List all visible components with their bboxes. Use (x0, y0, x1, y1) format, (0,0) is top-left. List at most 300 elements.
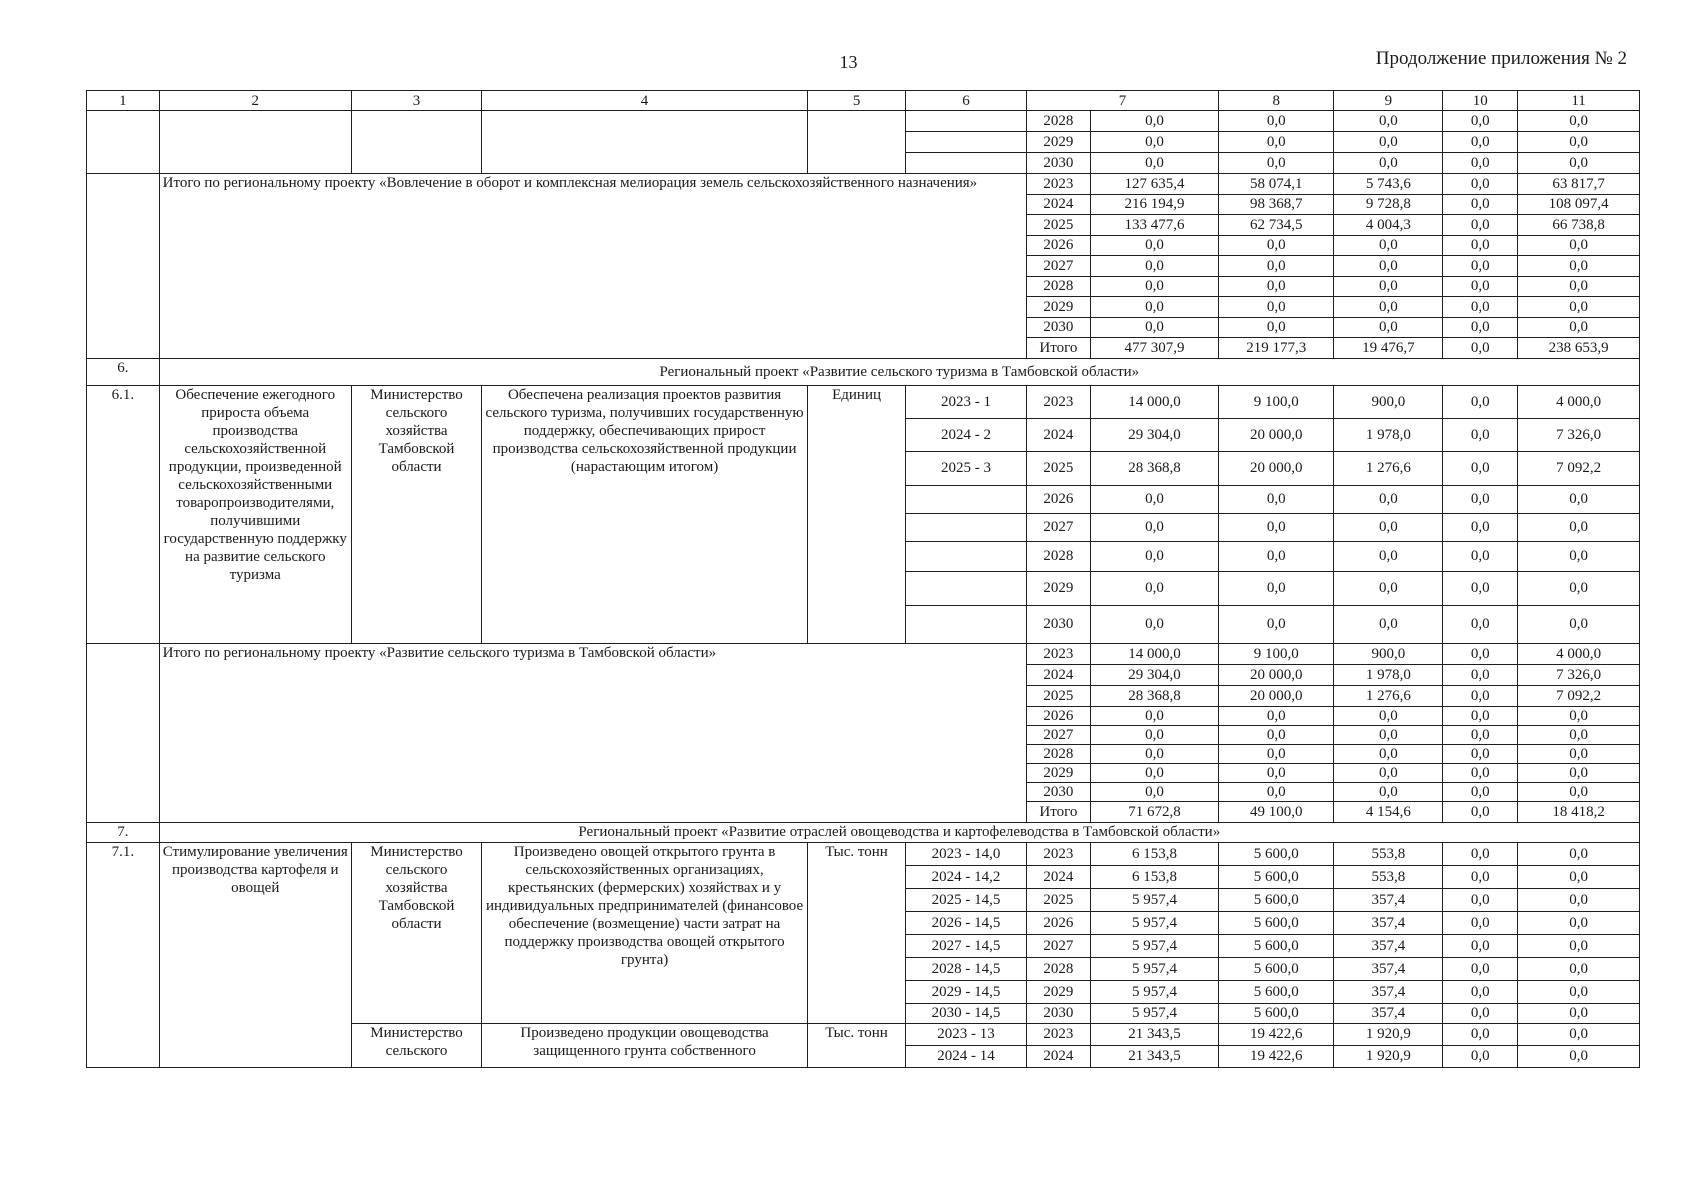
value-cell: 0,0 (1219, 541, 1334, 571)
year-cell: 2028 (1026, 276, 1090, 297)
value-cell: 357,4 (1334, 911, 1443, 934)
value-cell: 18 418,2 (1518, 801, 1640, 822)
column-header: 8 (1219, 91, 1334, 111)
year-cell: 2024 (1026, 418, 1090, 451)
value-cell: 0,0 (1518, 256, 1640, 277)
year-cell: 2028 (1026, 111, 1090, 132)
value-cell: 0,0 (1443, 541, 1518, 571)
value-cell: 28 368,8 (1090, 685, 1218, 706)
section-row (87, 822, 1640, 842)
value-cell: 58 074,1 (1219, 174, 1334, 195)
value-cell: 0,0 (1443, 235, 1518, 256)
value-cell: 5 957,4 (1090, 1003, 1218, 1023)
year-cell: 2030 (1026, 153, 1090, 174)
year-cell: 2023 (1026, 385, 1090, 418)
value-cell: 0,0 (1443, 957, 1518, 980)
column-header: 4 (482, 91, 808, 111)
column-header: 11 (1518, 91, 1640, 111)
value-cell: 0,0 (1219, 571, 1334, 605)
value-cell: 357,4 (1334, 980, 1443, 1003)
value-cell: 0,0 (1443, 1003, 1518, 1023)
value-cell: 0,0 (1518, 541, 1640, 571)
value-cell: 0,0 (1518, 842, 1640, 865)
indicator-cell: 2030 - 14,5 (906, 1003, 1027, 1023)
value-cell: 0,0 (1219, 111, 1334, 132)
item-name: Стимулирование увеличения производства картофеля и овощей (159, 842, 351, 1067)
value-cell: 0,0 (1443, 842, 1518, 865)
empty-cell (87, 174, 160, 359)
year-cell: 2027 (1026, 513, 1090, 541)
value-cell: 0,0 (1219, 153, 1334, 174)
value-cell: 0,0 (1090, 706, 1218, 725)
year-cell: 2023 (1026, 174, 1090, 195)
value-cell: 238 653,9 (1518, 338, 1640, 359)
value-cell: 9 100,0 (1219, 643, 1334, 664)
value-cell: 108 097,4 (1518, 194, 1640, 215)
value-cell: 7 092,2 (1518, 685, 1640, 706)
item-name: Обеспечение ежегодного прироста объема производства сельскохозяйственной продукции, произведенной сельскохозяйственными товаропроизводителями, получившими государственную поддержку на развитие сельского туризма (159, 385, 351, 643)
value-cell: 0,0 (1518, 725, 1640, 744)
value-cell: 0,0 (1518, 571, 1640, 605)
value-cell: 71 672,8 (1090, 801, 1218, 822)
indicator-cell: 2024 - 14,2 (906, 865, 1027, 888)
value-cell: 5 957,4 (1090, 888, 1218, 911)
value-cell: 477 307,9 (1090, 338, 1218, 359)
value-cell: 0,0 (1443, 485, 1518, 513)
value-cell: 0,0 (1219, 763, 1334, 782)
year-cell: Итого (1026, 801, 1090, 822)
value-cell: 5 600,0 (1219, 980, 1334, 1003)
value-cell: 0,0 (1090, 297, 1218, 318)
column-header: 1 (87, 91, 160, 111)
value-cell: 6 153,8 (1090, 842, 1218, 865)
value-cell: 357,4 (1334, 888, 1443, 911)
value-cell: 0,0 (1219, 256, 1334, 277)
table-row (87, 842, 1640, 865)
year-cell: 2026 (1026, 485, 1090, 513)
value-cell: 5 743,6 (1334, 174, 1443, 195)
year-cell: 2024 (1026, 865, 1090, 888)
value-cell: 127 635,4 (1090, 174, 1218, 195)
value-cell: 0,0 (1334, 763, 1443, 782)
value-cell: 0,0 (1518, 957, 1640, 980)
section-title: Региональный проект «Развитие отраслей овощеводства и картофелеводства в Тамбовской области» (159, 822, 1639, 842)
unit-cell: Тыс. тонн (807, 842, 905, 1023)
value-cell: 0,0 (1090, 485, 1218, 513)
value-cell: 0,0 (1518, 1003, 1640, 1023)
value-cell: 0,0 (1334, 153, 1443, 174)
indicator-cell: 2027 - 14,5 (906, 934, 1027, 957)
value-cell: 0,0 (1443, 132, 1518, 153)
column-header: 3 (351, 91, 481, 111)
year-cell: 2028 (1026, 541, 1090, 571)
value-cell: 0,0 (1443, 744, 1518, 763)
value-cell: 0,0 (1443, 763, 1518, 782)
value-cell: 0,0 (1443, 888, 1518, 911)
value-cell: 0,0 (1219, 297, 1334, 318)
year-cell: Итого (1026, 338, 1090, 359)
value-cell: 0,0 (1443, 256, 1518, 277)
value-cell: 900,0 (1334, 643, 1443, 664)
indicator-cell: 2026 - 14,5 (906, 911, 1027, 934)
item-number: 7.1. (87, 842, 160, 1067)
year-cell: 2027 (1026, 934, 1090, 957)
value-cell: 6 153,8 (1090, 865, 1218, 888)
value-cell: 0,0 (1518, 763, 1640, 782)
value-cell: 5 957,4 (1090, 934, 1218, 957)
value-cell: 0,0 (1090, 276, 1218, 297)
year-cell: 2030 (1026, 317, 1090, 338)
value-cell: 0,0 (1443, 911, 1518, 934)
item-number: 6.1. (87, 385, 160, 643)
value-cell: 553,8 (1334, 842, 1443, 865)
value-cell: 0,0 (1518, 111, 1640, 132)
value-cell: 0,0 (1090, 111, 1218, 132)
value-cell: 0,0 (1443, 194, 1518, 215)
year-cell: 2025 (1026, 215, 1090, 236)
value-cell: 28 368,8 (1090, 451, 1218, 485)
value-cell: 0,0 (1219, 513, 1334, 541)
value-cell: 20 000,0 (1219, 418, 1334, 451)
value-cell: 0,0 (1518, 1045, 1640, 1067)
value-cell: 0,0 (1334, 605, 1443, 643)
value-cell: 1 276,6 (1334, 685, 1443, 706)
value-cell: 0,0 (1443, 664, 1518, 685)
empty-cell (807, 111, 905, 174)
year-cell: 2029 (1026, 980, 1090, 1003)
page-number: 13 (839, 52, 858, 72)
indicator-cell (906, 513, 1027, 541)
value-cell: 0,0 (1518, 297, 1640, 318)
value-cell: 0,0 (1334, 571, 1443, 605)
value-cell: 553,8 (1334, 865, 1443, 888)
value-cell: 0,0 (1443, 418, 1518, 451)
value-cell: 0,0 (1443, 1045, 1518, 1067)
value-cell: 0,0 (1443, 1023, 1518, 1045)
continuation-label: Продолжение приложения № 2 (1375, 48, 1627, 69)
year-cell: 2026 (1026, 235, 1090, 256)
value-cell: 219 177,3 (1219, 338, 1334, 359)
value-cell: 0,0 (1219, 725, 1334, 744)
value-cell: 0,0 (1443, 297, 1518, 318)
table-row (87, 111, 1640, 132)
value-cell: 21 343,5 (1090, 1045, 1218, 1067)
value-cell: 0,0 (1219, 276, 1334, 297)
unit-cell: Тыс. тонн (807, 1023, 905, 1067)
value-cell: 133 477,6 (1090, 215, 1218, 236)
value-cell: 29 304,0 (1090, 418, 1218, 451)
year-cell: 2029 (1026, 132, 1090, 153)
value-cell: 0,0 (1443, 338, 1518, 359)
value-cell: 19 422,6 (1219, 1045, 1334, 1067)
value-cell: 0,0 (1090, 605, 1218, 643)
value-cell: 0,0 (1219, 485, 1334, 513)
value-cell: 4 154,6 (1334, 801, 1443, 822)
result-cell: Произведено овощей открытого грунта в сельскохозяйственных организациях, крестьянских (фермерских) хозяйствах и у индивидуальных предпринимателей (финансовое обеспечение (возмещение) части затрат на поддержку производства овощей открытого грунта) (482, 842, 808, 1023)
value-cell: 5 600,0 (1219, 934, 1334, 957)
section-number: 6. (87, 358, 160, 385)
value-cell: 0,0 (1334, 235, 1443, 256)
value-cell: 0,0 (1090, 571, 1218, 605)
value-cell: 19 422,6 (1219, 1023, 1334, 1045)
value-cell: 1 978,0 (1334, 418, 1443, 451)
value-cell: 9 728,8 (1334, 194, 1443, 215)
value-cell: 0,0 (1334, 725, 1443, 744)
value-cell: 4 004,3 (1334, 215, 1443, 236)
value-cell: 0,0 (1443, 385, 1518, 418)
value-cell: 5 600,0 (1219, 865, 1334, 888)
value-cell: 0,0 (1518, 1023, 1640, 1045)
value-cell: 0,0 (1518, 605, 1640, 643)
value-cell: 5 600,0 (1219, 842, 1334, 865)
section-title: Региональный проект «Развитие сельского туризма в Тамбовской области» (159, 358, 1639, 385)
total-label: Итого по региональному проекту «Развитие сельского туризма в Тамбовской области» (159, 643, 1026, 822)
table-row (87, 385, 1640, 418)
value-cell: 216 194,9 (1090, 194, 1218, 215)
indicator-cell: 2025 - 3 (906, 451, 1027, 485)
value-cell: 7 326,0 (1518, 418, 1640, 451)
value-cell: 900,0 (1334, 385, 1443, 418)
value-cell: 0,0 (1090, 256, 1218, 277)
indicator-cell: 2029 - 14,5 (906, 980, 1027, 1003)
value-cell: 357,4 (1334, 934, 1443, 957)
value-cell: 0,0 (1090, 725, 1218, 744)
value-cell: 1 920,9 (1334, 1045, 1443, 1067)
value-cell: 0,0 (1219, 744, 1334, 763)
year-cell: 2023 (1026, 842, 1090, 865)
value-cell: 1 920,9 (1334, 1023, 1443, 1045)
year-cell: 2028 (1026, 744, 1090, 763)
value-cell: 5 957,4 (1090, 957, 1218, 980)
indicator-cell (906, 605, 1027, 643)
indicator-cell: 2024 - 14 (906, 1045, 1027, 1067)
value-cell: 0,0 (1518, 888, 1640, 911)
year-cell: 2025 (1026, 685, 1090, 706)
value-cell: 0,0 (1334, 744, 1443, 763)
value-cell: 0,0 (1518, 513, 1640, 541)
year-cell: 2023 (1026, 643, 1090, 664)
year-cell: 2025 (1026, 451, 1090, 485)
value-cell: 0,0 (1443, 865, 1518, 888)
value-cell: 0,0 (1443, 934, 1518, 957)
budget-table (86, 90, 1640, 1068)
year-cell: 2024 (1026, 194, 1090, 215)
value-cell: 4 000,0 (1518, 643, 1640, 664)
value-cell: 0,0 (1090, 744, 1218, 763)
value-cell: 14 000,0 (1090, 643, 1218, 664)
value-cell: 20 000,0 (1219, 451, 1334, 485)
value-cell: 0,0 (1219, 782, 1334, 801)
value-cell: 0,0 (1443, 980, 1518, 1003)
executor-cell: Министерство сельского (351, 1023, 481, 1067)
empty-cell (159, 111, 351, 174)
value-cell: 0,0 (1518, 276, 1640, 297)
value-cell: 357,4 (1334, 957, 1443, 980)
value-cell: 5 600,0 (1219, 911, 1334, 934)
value-cell: 0,0 (1518, 782, 1640, 801)
indicator-cell: 2024 - 2 (906, 418, 1027, 451)
header-row (87, 91, 1640, 111)
value-cell: 5 957,4 (1090, 911, 1218, 934)
section-row (87, 358, 1640, 385)
year-cell: 2030 (1026, 1003, 1090, 1023)
value-cell: 0,0 (1090, 763, 1218, 782)
year-cell: 2029 (1026, 297, 1090, 318)
value-cell: 0,0 (1219, 317, 1334, 338)
value-cell: 0,0 (1443, 605, 1518, 643)
value-cell: 0,0 (1090, 235, 1218, 256)
value-cell: 0,0 (1443, 174, 1518, 195)
empty-cell (482, 111, 808, 174)
value-cell: 0,0 (1443, 801, 1518, 822)
value-cell: 0,0 (1334, 256, 1443, 277)
year-cell: 2024 (1026, 1045, 1090, 1067)
value-cell: 1 978,0 (1334, 664, 1443, 685)
indicator-cell: 2023 - 1 (906, 385, 1027, 418)
value-cell: 0,0 (1518, 744, 1640, 763)
value-cell: 7 092,2 (1518, 451, 1640, 485)
value-cell: 0,0 (1443, 706, 1518, 725)
year-cell: 2026 (1026, 911, 1090, 934)
value-cell: 0,0 (1443, 643, 1518, 664)
value-cell: 0,0 (1443, 215, 1518, 236)
result-cell: Обеспечена реализация проектов развития сельского туризма, получивших государственную поддержку, обеспечивающих прирост производства сельскохозяйственной продукции (нарастающим итогом) (482, 385, 808, 643)
column-header: 9 (1334, 91, 1443, 111)
value-cell: 62 734,5 (1219, 215, 1334, 236)
total-row (87, 174, 1640, 195)
value-cell: 66 738,8 (1518, 215, 1640, 236)
value-cell: 0,0 (1518, 934, 1640, 957)
value-cell: 0,0 (1518, 865, 1640, 888)
value-cell: 0,0 (1443, 451, 1518, 485)
value-cell: 1 276,6 (1334, 451, 1443, 485)
year-cell: 2029 (1026, 571, 1090, 605)
value-cell: 9 100,0 (1219, 385, 1334, 418)
value-cell: 0,0 (1518, 706, 1640, 725)
value-cell: 357,4 (1334, 1003, 1443, 1023)
value-cell: 0,0 (1334, 276, 1443, 297)
value-cell: 0,0 (1518, 235, 1640, 256)
indicator-cell: 2023 - 13 (906, 1023, 1027, 1045)
value-cell: 0,0 (1518, 980, 1640, 1003)
column-header: 5 (807, 91, 905, 111)
value-cell: 14 000,0 (1090, 385, 1218, 418)
empty-cell (906, 153, 1027, 174)
value-cell: 98 368,7 (1219, 194, 1334, 215)
year-cell: 2026 (1026, 706, 1090, 725)
empty-cell (906, 111, 1027, 132)
value-cell: 7 326,0 (1518, 664, 1640, 685)
value-cell: 0,0 (1334, 706, 1443, 725)
year-cell: 2030 (1026, 605, 1090, 643)
executor-cell: Министерство сельского хозяйства Тамбовской области (351, 842, 481, 1023)
value-cell: 0,0 (1334, 513, 1443, 541)
value-cell: 0,0 (1443, 513, 1518, 541)
value-cell: 0,0 (1443, 571, 1518, 605)
value-cell: 0,0 (1443, 317, 1518, 338)
value-cell: 5 600,0 (1219, 888, 1334, 911)
empty-cell (906, 132, 1027, 153)
year-cell: 2024 (1026, 664, 1090, 685)
value-cell: 0,0 (1443, 685, 1518, 706)
value-cell: 20 000,0 (1219, 685, 1334, 706)
value-cell: 0,0 (1518, 153, 1640, 174)
value-cell: 19 476,7 (1334, 338, 1443, 359)
value-cell: 63 817,7 (1518, 174, 1640, 195)
year-cell: 2029 (1026, 763, 1090, 782)
year-cell: 2027 (1026, 725, 1090, 744)
value-cell: 0,0 (1219, 132, 1334, 153)
value-cell: 0,0 (1090, 541, 1218, 571)
unit-cell: Единиц (807, 385, 905, 643)
value-cell: 4 000,0 (1518, 385, 1640, 418)
value-cell: 0,0 (1334, 317, 1443, 338)
value-cell: 49 100,0 (1219, 801, 1334, 822)
value-cell: 20 000,0 (1219, 664, 1334, 685)
value-cell: 5 600,0 (1219, 957, 1334, 980)
value-cell: 0,0 (1334, 111, 1443, 132)
value-cell: 0,0 (1334, 782, 1443, 801)
column-header: 2 (159, 91, 351, 111)
column-header: 7 (1026, 91, 1218, 111)
value-cell: 0,0 (1443, 782, 1518, 801)
indicator-cell: 2028 - 14,5 (906, 957, 1027, 980)
indicator-cell: 2023 - 14,0 (906, 842, 1027, 865)
value-cell: 5 957,4 (1090, 980, 1218, 1003)
section-number: 7. (87, 822, 160, 842)
value-cell: 0,0 (1518, 911, 1640, 934)
value-cell: 0,0 (1219, 235, 1334, 256)
value-cell: 0,0 (1090, 153, 1218, 174)
column-header: 10 (1443, 91, 1518, 111)
value-cell: 0,0 (1334, 297, 1443, 318)
result-cell: Произведено продукции овощеводства защищенного грунта собственного (482, 1023, 808, 1067)
value-cell: 0,0 (1219, 706, 1334, 725)
total-row (87, 643, 1640, 664)
value-cell: 0,0 (1090, 782, 1218, 801)
value-cell: 0,0 (1443, 153, 1518, 174)
value-cell: 0,0 (1443, 725, 1518, 744)
value-cell: 0,0 (1090, 513, 1218, 541)
year-cell: 2027 (1026, 256, 1090, 277)
value-cell: 0,0 (1090, 317, 1218, 338)
year-cell: 2025 (1026, 888, 1090, 911)
executor-cell: Министерство сельского хозяйства Тамбовской области (351, 385, 481, 643)
indicator-cell (906, 541, 1027, 571)
value-cell: 0,0 (1219, 605, 1334, 643)
value-cell: 5 600,0 (1219, 1003, 1334, 1023)
total-label: Итого по региональному проекту «Вовлечение в оборот и комплексная мелиорация земель сельскохозяйственного назначения» (159, 174, 1026, 359)
year-cell: 2028 (1026, 957, 1090, 980)
empty-cell (87, 111, 160, 174)
column-header: 6 (906, 91, 1027, 111)
indicator-cell (906, 571, 1027, 605)
value-cell: 0,0 (1443, 276, 1518, 297)
value-cell: 0,0 (1518, 485, 1640, 513)
year-cell: 2023 (1026, 1023, 1090, 1045)
value-cell: 0,0 (1518, 132, 1640, 153)
empty-cell (351, 111, 481, 174)
indicator-cell (906, 485, 1027, 513)
value-cell: 0,0 (1334, 485, 1443, 513)
empty-cell (87, 643, 160, 822)
year-cell: 2030 (1026, 782, 1090, 801)
value-cell: 0,0 (1090, 132, 1218, 153)
value-cell: 0,0 (1334, 132, 1443, 153)
value-cell: 29 304,0 (1090, 664, 1218, 685)
indicator-cell: 2025 - 14,5 (906, 888, 1027, 911)
value-cell: 0,0 (1443, 111, 1518, 132)
